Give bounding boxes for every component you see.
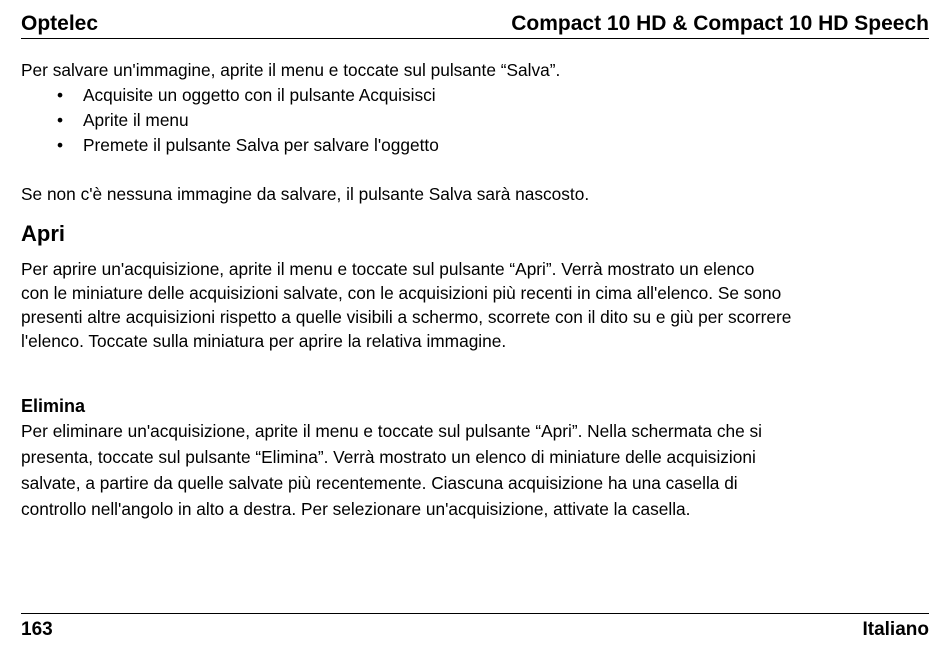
open-line: con le miniature delle acquisizioni salvate, con le acquisizioni più recenti in cima all'elenco. Se sono (21, 283, 782, 303)
language-label: Italiano (862, 619, 929, 640)
open-paragraph (21, 257, 931, 353)
bullet-icon: • (57, 85, 64, 105)
spacer (21, 158, 931, 182)
bullet-icon: • (57, 135, 64, 155)
page-footer (21, 613, 929, 644)
list-item (21, 83, 931, 108)
list-item (21, 133, 931, 158)
delete-line: presenta, toccate sul pulsante “Elimina”. Verrà mostrato un elenco di miniature delle acquisizioni (21, 447, 756, 467)
page-header (21, 10, 929, 39)
brand-name: Optelec (21, 12, 99, 35)
delete-heading: Elimina (21, 396, 86, 416)
save-intro: Per salvare un'immagine, aprite il menu e toccate sul pulsante “Salva”. (21, 60, 561, 80)
save-step-text: Acquisite un oggetto con il pulsante Acquisisci (83, 85, 436, 105)
save-note: Se non c'è nessuna immagine da salvare, il pulsante Salva sarà nascosto. (21, 184, 590, 204)
save-steps-list (21, 83, 931, 158)
list-item (21, 108, 931, 133)
open-line: Per aprire un'acquisizione, aprite il menu e toccate sul pulsante “Apri”. Verrà mostrato un elenco (21, 259, 755, 279)
open-line: presenti altre acquisizioni rispetto a quelle visibili a schermo, scorrete con il dito su e giù per scorrere (21, 307, 792, 327)
save-step-text: Premete il pulsante Salva per salvare l'oggetto (83, 135, 439, 155)
delete-paragraph (21, 418, 931, 522)
delete-line: Per eliminare un'acquisizione, aprite il menu e toccate sul pulsante “Apri”. Nella schermata che si (21, 421, 762, 441)
bullet-icon: • (57, 110, 64, 130)
save-step-text: Aprite il menu (83, 110, 189, 130)
page-number: 163 (21, 619, 53, 640)
page-content (21, 58, 931, 522)
open-heading: Apri (21, 221, 65, 246)
delete-line: salvate, a partire da quelle salvate più recentemente. Ciascuna acquisizione ha una casella di (21, 473, 738, 493)
delete-line: controllo nell'angolo in alto a destra. Per selezionare un'acquisizione, attivate la casella. (21, 499, 691, 519)
product-title: Compact 10 HD & Compact 10 HD Speech (511, 12, 929, 35)
open-line: l'elenco. Toccate sulla miniatura per aprire la relativa immagine. (21, 331, 507, 351)
